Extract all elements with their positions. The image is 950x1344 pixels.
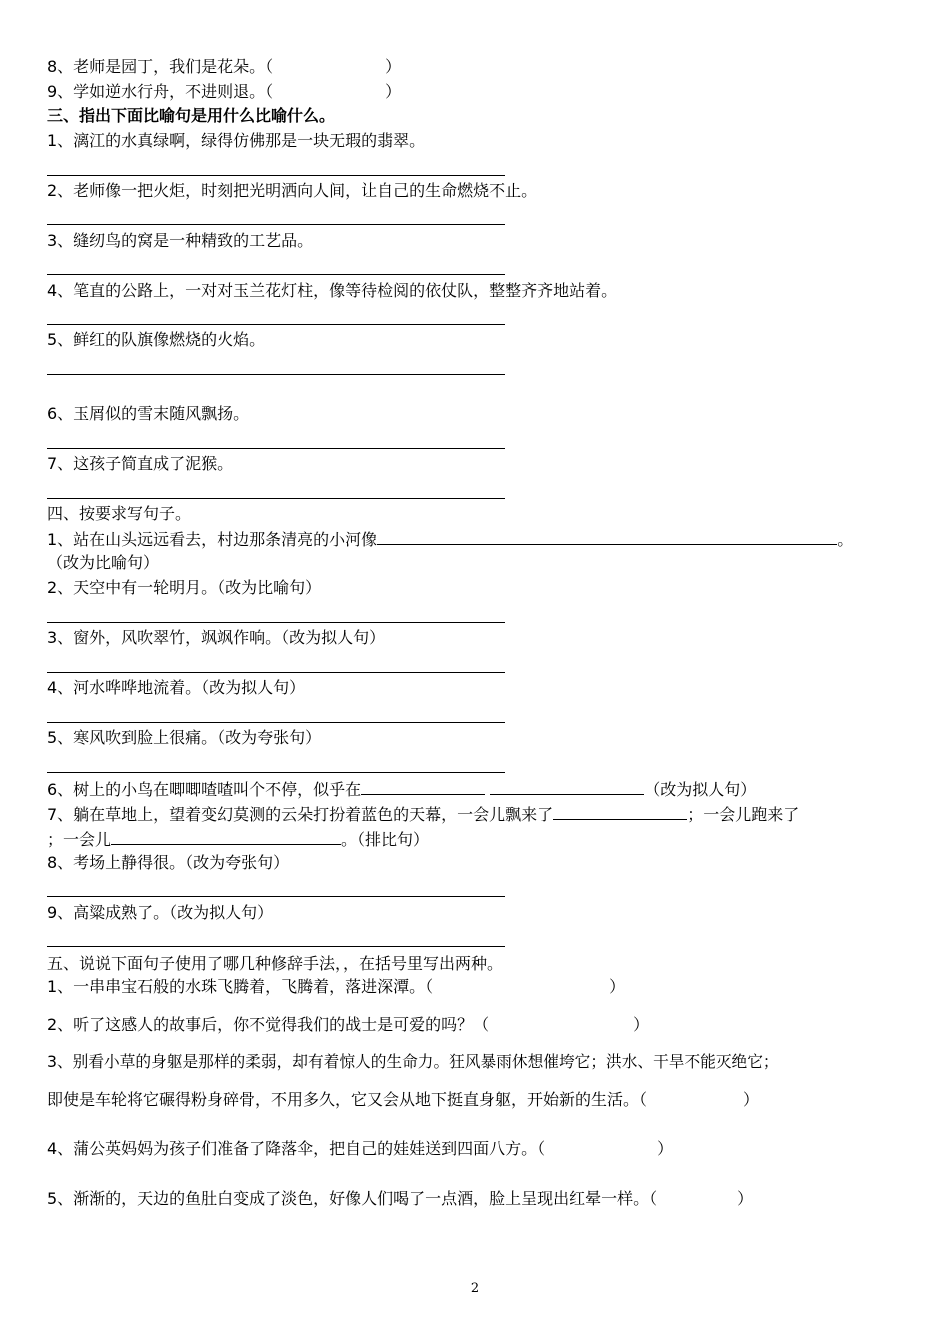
sec4-question-9: 9、高粱成熟了。（改为拟人句）: [47, 903, 274, 922]
sec3-question-3: 3、缝纫鸟的窝是一种精致的工艺品。: [47, 231, 314, 250]
sec3-question-6: 6、玉屑似的雪末随风飘扬。: [47, 404, 250, 423]
sec4-question-1-instruction: （改为比喻句）: [47, 553, 160, 572]
sec4-question-7-instruction: 。（排比句）: [341, 830, 430, 849]
sec5-question-5: 5、渐渐的，天边的鱼肚白变成了淡色，好像人们喝了一点酒，脸上呈现出红晕一样。（ ）: [47, 1189, 754, 1208]
period: 。: [837, 530, 854, 549]
sec5-question-3: 3、别看小草的身躯是那样的柔弱，却有着惊人的生命力。狂风暴雨休想催垮它；洪水、干旱不能灭绝它；: [47, 1052, 779, 1071]
sec4-question-4: 4、河水哗哗地流着。（改为拟人句）: [47, 678, 306, 697]
answer-line: [47, 374, 505, 375]
section-4-title: 四、按要求写句子。: [47, 504, 192, 523]
sec4-question-2: 2、天空中有一轮明月。（改为比喻句）: [47, 578, 322, 597]
sec3-question-7: 7、这孩子简直成了泥猴。: [47, 454, 234, 473]
sec4-question-3: 3、窗外，风吹翠竹，飒飒作响。（改为拟人句）: [47, 628, 386, 647]
sec4-question-6-instruction: （改为拟人句）: [644, 780, 757, 799]
sec5-question-3-cont: 即使是车轮将它碾得粉身碎骨，不用多久，它又会从地下挺直身躯，开始新的生活。（ ）: [47, 1090, 760, 1109]
blank-line: [377, 527, 837, 545]
answer-line: [47, 498, 505, 499]
answer-line: [47, 622, 505, 623]
sec4-question-6-text: 6、树上的小鸟在唧唧喳喳叫个不停，似乎在: [47, 780, 362, 799]
sec3-question-5: 5、鲜红的队旗像燃烧的火焰。: [47, 330, 266, 349]
sec4-question-7-text: 7、躺在草地上，望着变幻莫测的云朵打扮着蓝色的天幕，一会儿飘来了: [47, 805, 554, 824]
sec4-question-5: 5、寒风吹到脸上很痛。（改为夸张句）: [47, 728, 322, 747]
sec4-question-7-text-3: ；一会儿: [47, 830, 112, 849]
answer-line: [47, 274, 505, 275]
answer-line: [47, 896, 505, 897]
blank-line: [361, 777, 485, 795]
sec5-question-4: 4、蒲公英妈妈为孩子们准备了降落伞，把自己的娃娃送到四面八方。（ ）: [47, 1139, 674, 1158]
sec3-question-4: 4、笔直的公路上，一对对玉兰花灯柱，像等待检阅的依仗队，整整齐齐地站着。: [47, 281, 618, 300]
sec4-question-7: [47, 802, 799, 826]
sec5-question-2: 2、听了这感人的故事后，你不觉得我们的战士是可爱的吗？（ ）: [47, 1015, 650, 1034]
answer-line: [47, 946, 505, 947]
question-9: 9、学如逆水行舟，不进则退。（ ）: [47, 82, 402, 101]
answer-line: [47, 175, 505, 176]
section-3-title: 三、指出下面比喻句是用什么比喻什么。: [47, 106, 336, 125]
blank-line: [111, 827, 341, 845]
sec4-question-1-text: 1、站在山头远远看去，村边那条清亮的小河像: [47, 530, 378, 549]
sec4-question-1: [47, 527, 853, 551]
blank-line: [553, 802, 687, 820]
sec4-question-7-cont: [47, 827, 429, 851]
sec4-question-6: [47, 777, 756, 801]
answer-line: [47, 224, 505, 225]
sec4-question-8: 8、考场上静得很。（改为夸张句）: [47, 853, 290, 872]
sec4-question-7-text-2: ；一会儿跑来了: [687, 805, 800, 824]
sec3-question-1: 1、漓江的水真绿啊，绿得仿佛那是一块无瑕的翡翠。: [47, 131, 426, 150]
answer-line: [47, 722, 505, 723]
answer-line: [47, 448, 505, 449]
blank-line: [490, 777, 644, 795]
page-number: 2: [470, 1281, 480, 1296]
section-5-title: 五、说说下面句子使用了哪几种修辞手法，，在括号里写出两种。: [47, 954, 504, 973]
sec3-question-2: 2、老师像一把火炬，时刻把光明洒向人间，让自己的生命燃烧不止。: [47, 181, 538, 200]
sec5-question-1: 1、一串串宝石般的水珠飞腾着，飞腾着，落进深潭。（ ）: [47, 977, 626, 996]
answer-line: [47, 672, 505, 673]
answer-line: [47, 772, 505, 773]
answer-line: [47, 324, 505, 325]
question-8: 8、老师是园丁，我们是花朵。（ ）: [47, 57, 402, 76]
